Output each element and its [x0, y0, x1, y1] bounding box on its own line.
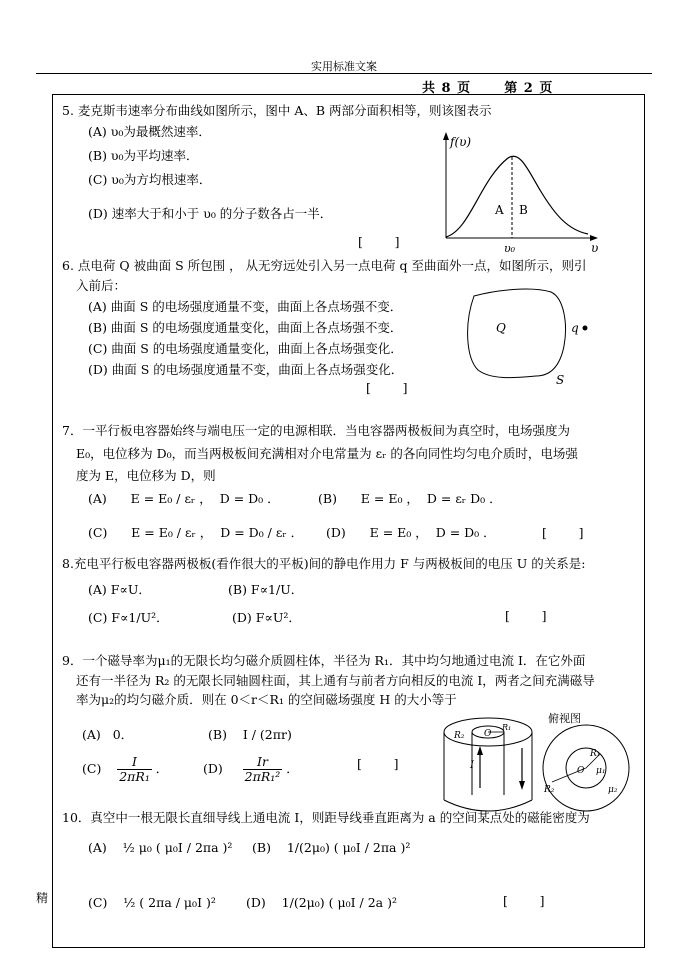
top-view-r1-label: R₁	[590, 749, 601, 759]
q9-line1: 9．一个磁导率为μ₁的无限长均匀磁介质圆柱体，半径为 R₁．其中均匀地通过电流 I．在它外面	[62, 653, 586, 668]
surface-s	[468, 289, 566, 378]
q10-answer-blank: [ ]	[503, 893, 545, 908]
header-rule	[36, 73, 652, 74]
q5-option-b: (B) υ₀为平均速率．	[88, 148, 199, 163]
q10-option-d: (D) 1/(2μ₀) ( μ₀I / 2a )²	[246, 895, 397, 910]
surface-s-label: S	[556, 373, 565, 387]
q9-option-b: (B) I / (2πr)	[208, 727, 292, 742]
q8-option-b: (B) F∝1/U．	[228, 582, 304, 597]
q10-option-c: (C) ½ ( 2πa / μ₀I )²	[88, 895, 216, 910]
current-arrow-down-icon	[519, 781, 525, 790]
q9-option-c-numerator: I	[117, 755, 152, 770]
coaxial-cylinder-figure	[440, 710, 640, 820]
side-r1-label: R₁	[502, 723, 512, 732]
q8-stem: 8.充电平行板电容器两极板(看作很大的平板)间的静电作用力 F 与两极板间的电压 U 的关系是:	[62, 556, 586, 571]
top-view-mu2-label: μ₂	[608, 785, 618, 795]
q9-option-d-denominator: 2πR₁²	[244, 769, 281, 784]
q9-option-d-label: (D)	[203, 761, 223, 776]
q5-option-d: (D) 速率大于和小于 υ₀ 的分子数各占一半．	[88, 206, 333, 221]
document-header-title: 实用标准文案	[311, 60, 377, 73]
q6-stem-line1: 6. 点电荷 Q 被曲面 S 所包围 ， 从无穷远处引入另一点电荷 q 至曲面外一点，如图所示，则引	[62, 258, 587, 273]
side-o-label: O	[484, 729, 492, 739]
q7-line3: 度为 E，电位移为 D，则	[76, 468, 216, 483]
q5-stem: 5. 麦克斯韦速率分布曲线如图所示，图中 A、B 两部分面积相等，则该图表示	[62, 103, 492, 118]
q9-option-c-denominator: 2πR₁	[119, 769, 150, 784]
q7-option-a: (A) E = E₀ / εᵣ ， D = D₀ ．	[88, 491, 280, 506]
charge-q-small-label: q	[571, 321, 579, 335]
v0-label: υ₀	[504, 242, 516, 255]
q8-answer-blank: [ ]	[505, 608, 547, 623]
q9-option-c-fraction	[117, 755, 152, 784]
top-view-o-label: O	[577, 766, 585, 776]
top-view-title: 俯视图	[548, 712, 581, 725]
y-axis-label: f(υ)	[450, 135, 472, 149]
q9-line2: 还有一半径为 R₂ 的无限长同轴圆柱面，其上通有与前者方向相反的电流 I，两者之间充满磁导	[76, 673, 595, 688]
current-arrow-up-icon	[477, 746, 483, 755]
side-fragment: 精	[36, 891, 49, 905]
q9-line3: 率为μ₂的均匀磁介质．则在 0＜r＜R₁ 的空间磁场强度 H 的大小等于	[76, 692, 457, 707]
q8-option-d: (D) F∝U²．	[232, 610, 301, 625]
y-axis-arrow-icon	[443, 132, 449, 140]
q9-option-a: (A) 0．	[82, 727, 134, 742]
q7-answer-blank: [ ]	[542, 525, 584, 540]
side-r2-label: R₂	[454, 731, 465, 741]
distribution-curve	[446, 156, 588, 237]
page-info: 共 8 页 第 2 页	[422, 81, 554, 96]
q6-option-b: (B) 曲面 S 的电场强度通量变化，曲面上各点场强不变．	[88, 320, 403, 335]
x-axis-label: υ	[591, 241, 599, 255]
q6-stem-line2: 入前后：	[76, 278, 127, 293]
q8-option-a: (A) F∝U．	[88, 582, 151, 597]
q6-answer-blank: [ ]	[366, 380, 408, 395]
q5-answer-blank: [ ]	[358, 234, 400, 249]
closed-surface-figure	[456, 284, 596, 389]
q9-option-d-numerator: Ir	[243, 755, 283, 770]
top-view-mu1-label: μ₁	[596, 766, 606, 776]
region-a-label: A	[495, 203, 504, 217]
q7-option-b: (B) E = E₀ ， D = εᵣ D₀ ．	[318, 491, 502, 506]
top-view-r2-label: R₂	[544, 785, 555, 795]
q6-option-a: (A) 曲面 S 的电场强度通量不变，曲面上各点场强不变．	[88, 299, 403, 314]
point-charge-dot	[583, 326, 588, 331]
q7-line2: E₀，电位移为 D₀，而当两极板间充满相对介电常量为 εᵣ 的各向同性均匀电介质时，电场强	[76, 446, 578, 461]
q6-option-c: (C) 曲面 S 的电场强度通量变化，曲面上各点场强变化．	[88, 341, 403, 356]
q9-option-d-fraction	[243, 755, 283, 784]
q9-answer-blank: [ ]	[357, 756, 399, 771]
q10-stem: 10．真空中一根无限长直细导线上通电流 I，则距导线垂直距离为 a 的空间某点处的磁能密度为	[62, 810, 590, 825]
q7-option-c: (C) E = E₀ / εᵣ ， D = D₀ / εᵣ ．	[88, 525, 304, 540]
q6-option-d: (D) 曲面 S 的电场强度通量不变，曲面上各点场强变化．	[88, 362, 404, 377]
q9-option-c: (C) $\frac{I}{\text{2πR₁}}$ ．	[82, 754, 169, 784]
q7-line1: 7．一平行板电容器始终与端电压一定的电源相联．当电容器两极板间为真空时，电场强度为	[62, 423, 570, 438]
q10-option-b: (B) 1/(2μ₀) ( μ₀I / 2πa )²	[252, 840, 411, 855]
q7-option-d: (D) E = E₀ ， D = D₀ ．	[326, 525, 496, 540]
charge-q-big-label: Q	[496, 321, 506, 335]
q10-option-a: (A) ½ μ₀ ( μ₀I / 2πa )²	[88, 840, 233, 855]
q8-option-c: (C) F∝1/U²．	[88, 610, 169, 625]
side-current-label: I	[470, 760, 474, 771]
maxwell-distribution-figure	[440, 130, 600, 255]
q5-option-c: (C) υ₀为方均根速率．	[88, 172, 212, 187]
q9-option-c-label: (C)	[82, 761, 102, 776]
region-b-label: B	[519, 203, 528, 217]
q9-option-d: (D) $\frac{Ir}{\text{2πR₁²}}$ ．	[203, 754, 299, 784]
q5-option-a: (A) υ₀为最概然速率．	[88, 124, 211, 139]
